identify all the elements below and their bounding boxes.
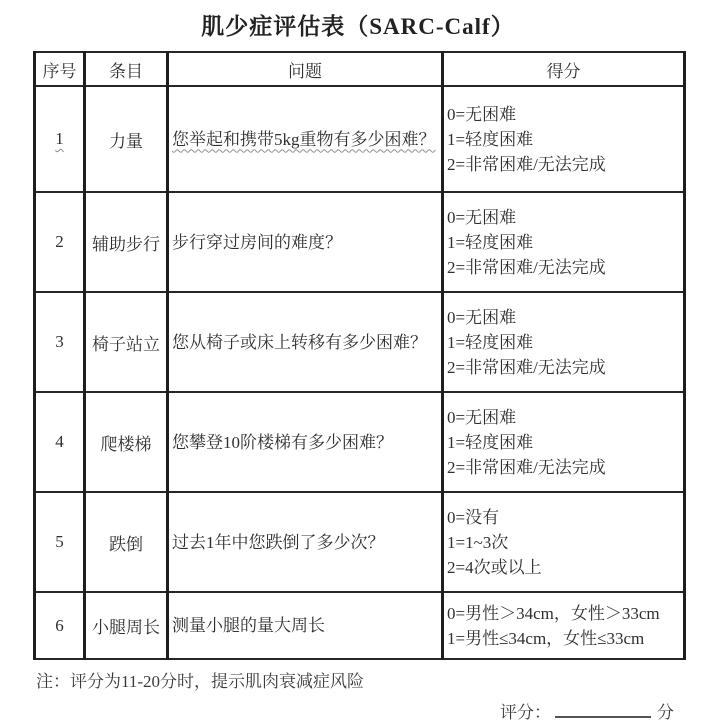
header-number: 序号	[35, 52, 85, 86]
page-title: 肌少症评估表（SARC-Calf）	[201, 14, 515, 39]
row-number: 6	[35, 592, 85, 659]
header-score: 得分	[443, 52, 685, 86]
score-unit: 分	[657, 703, 674, 720]
score-option: 1=轻度困难	[447, 432, 534, 452]
table-row	[35, 392, 685, 492]
score-option: 1=1~3次	[447, 532, 509, 552]
score-option: 0=无困难	[447, 104, 517, 124]
table-row	[35, 492, 685, 592]
score-label: 评分：	[500, 703, 551, 720]
table-header-row	[35, 52, 685, 86]
row-number-cell	[35, 86, 85, 192]
row-question-cell	[168, 86, 443, 192]
assessment-table	[33, 51, 686, 660]
row-question: 测量小腿的量大周长	[168, 592, 443, 659]
row-number: 3	[35, 292, 85, 392]
score-option: 0=男性＞34cm，女性＞33cm	[447, 603, 660, 623]
score-option: 0=没有	[447, 507, 500, 527]
row-item-cell: 力量	[85, 86, 168, 192]
row-item-cell: 辅助步行	[85, 192, 168, 292]
score-option: 0=无困难	[447, 307, 517, 327]
score-entry-row	[0, 698, 716, 720]
row-score-cell	[443, 292, 685, 392]
score-fill-in-blank[interactable]	[555, 701, 651, 718]
table-row	[35, 86, 685, 192]
row-number: 4	[35, 392, 85, 492]
score-option: 1=轻度困难	[447, 332, 534, 352]
row-question: 过去1年中您跌倒了多少次？	[168, 492, 443, 592]
table-row	[35, 192, 685, 292]
row-question: 步行穿过房间的难度？	[168, 192, 443, 292]
row-number: 1	[55, 129, 64, 148]
table-row	[35, 592, 685, 659]
score-option: 0=无困难	[447, 407, 517, 427]
row-score-cell	[443, 86, 685, 192]
row-item-cell: 跌倒	[85, 492, 168, 592]
row-item-cell: 小腿周长	[85, 592, 168, 659]
header-item: 条目	[85, 52, 168, 86]
row-number: 5	[35, 492, 85, 592]
row-score-cell	[443, 492, 685, 592]
row-score-cell	[443, 592, 685, 659]
row-item-cell: 椅子站立	[85, 292, 168, 392]
score-option: 1=男性≤34cm，女性≤33cm	[447, 628, 645, 648]
row-number: 2	[35, 192, 85, 292]
score-option: 2=4次或以上	[447, 557, 542, 577]
score-option: 1=轻度困难	[447, 232, 534, 252]
header-question: 问题	[168, 52, 443, 86]
score-option: 2=非常困难/无法完成	[447, 357, 606, 377]
risk-note: 注：评分为11-20分时，提示肌肉衰减症风险	[36, 672, 365, 691]
score-option: 0=无困难	[447, 207, 517, 227]
score-option: 2=非常困难/无法完成	[447, 257, 606, 277]
row-score-cell	[443, 392, 685, 492]
row-score-cell	[443, 192, 685, 292]
row-question: 您举起和携带5kg重物有多少困难？	[172, 129, 436, 149]
row-question: 您从椅子或床上转移有多少困难？	[168, 292, 443, 392]
score-option: 2=非常困难/无法完成	[447, 457, 606, 477]
row-item-cell: 爬楼梯	[85, 392, 168, 492]
score-option: 1=轻度困难	[447, 129, 534, 149]
table-row	[35, 292, 685, 392]
score-option: 2=非常困难/无法完成	[447, 154, 606, 174]
row-question: 您攀登10阶楼梯有多少困难？	[168, 392, 443, 492]
